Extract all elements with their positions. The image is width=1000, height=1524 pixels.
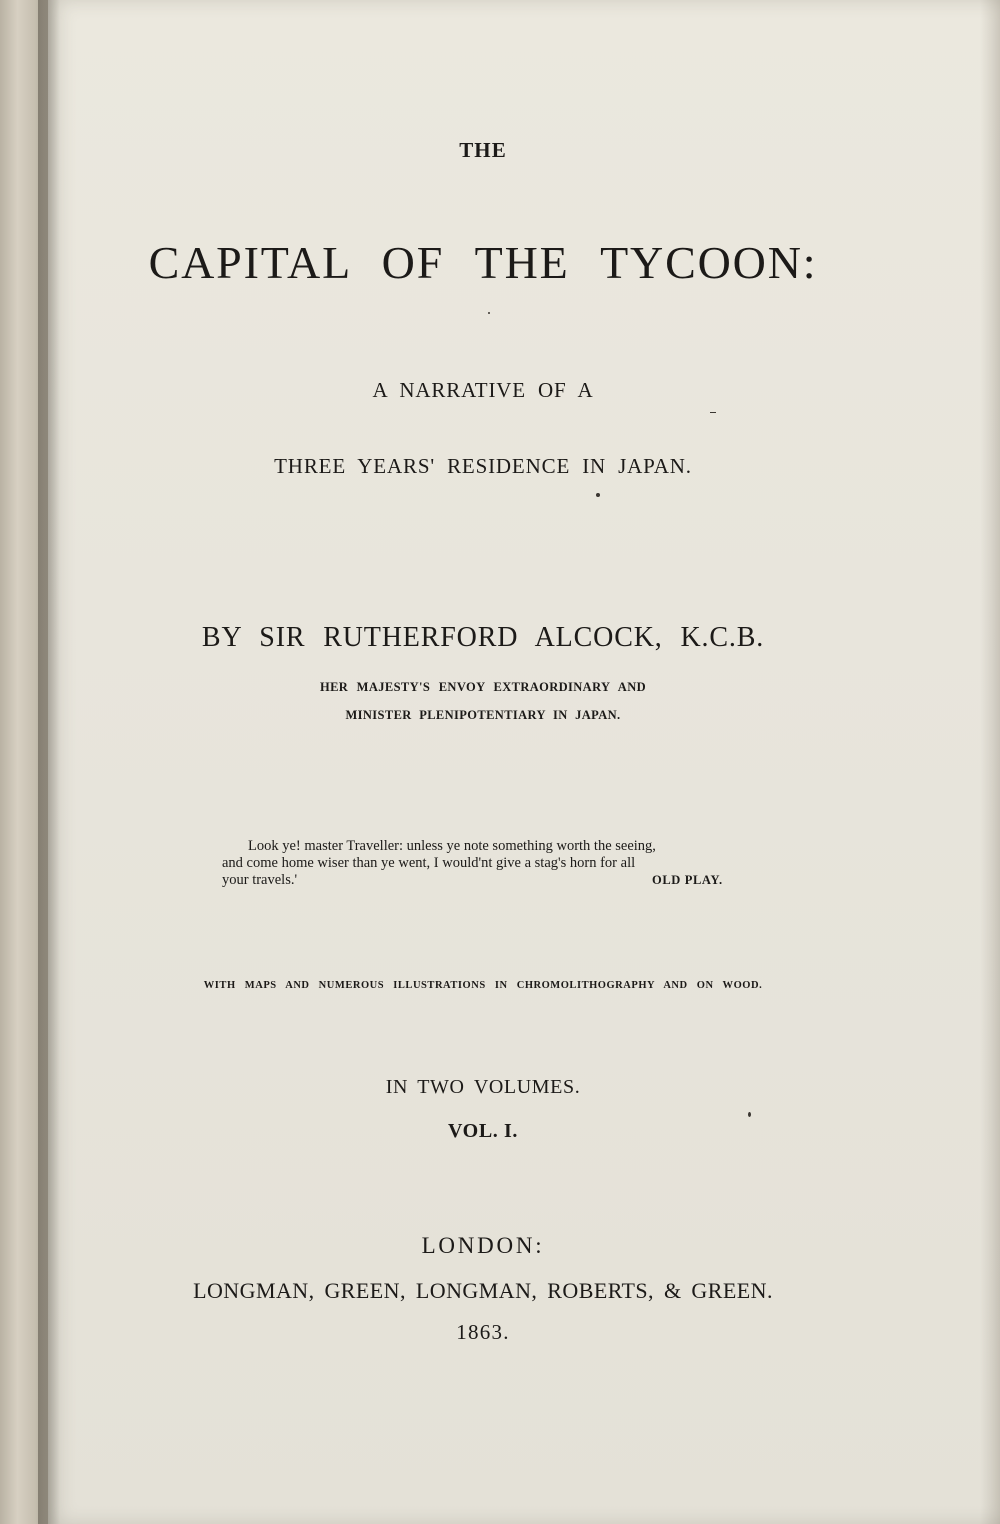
imprint-publisher: LONGMAN, GREEN, LONGMAN, ROBERTS, & GREEN. [193,1278,773,1303]
epigraph [222,838,752,889]
epigraph-source: OLD PLAY. [652,873,723,887]
author-line: BY SIR RUTHERFORD ALCOCK, K.C.B. [201,622,765,653]
book-title: CAPITAL OF THE TYCOON: [148,237,818,288]
epigraph-line-2: and come home wiser than ye went, I would'nt give a stag's horn for all [222,855,636,871]
imprint-city: LONDON: [421,1233,545,1258]
paper-speck [710,412,716,413]
epigraph-line-3 [222,872,752,889]
epigraph-line-1: Look ye! master Traveller: unless ye note something worth the seeing, [248,838,656,854]
subtitle-line-1: A NARRATIVE OF A [372,378,594,402]
volumes-note: IN TWO VOLUMES. [385,1076,581,1098]
author-credentials-line-2: MINISTER PLENIPOTENTIARY IN JAPAN. [345,708,621,722]
epigraph-line-3-text: your travels.' [222,872,298,888]
title-article: THE [459,138,507,162]
paper-speck [596,493,600,497]
imprint-year: 1863. [456,1320,510,1344]
page-edge-shadow [980,0,1000,1524]
volume-number: VOL. I. [448,1120,518,1142]
illustrations-note: WITH MAPS AND NUMEROUS ILLUSTRATIONS IN CHROMOLITHOGRAPHY AND ON WOOD. [203,980,763,991]
author-credentials-line-1: HER MAJESTY'S ENVOY EXTRAORDINARY AND [319,680,647,694]
subtitle-line-2: THREE YEARS' RESIDENCE IN JAPAN. [274,454,692,478]
paper-speck [748,1112,751,1117]
paper-speck [488,312,490,314]
